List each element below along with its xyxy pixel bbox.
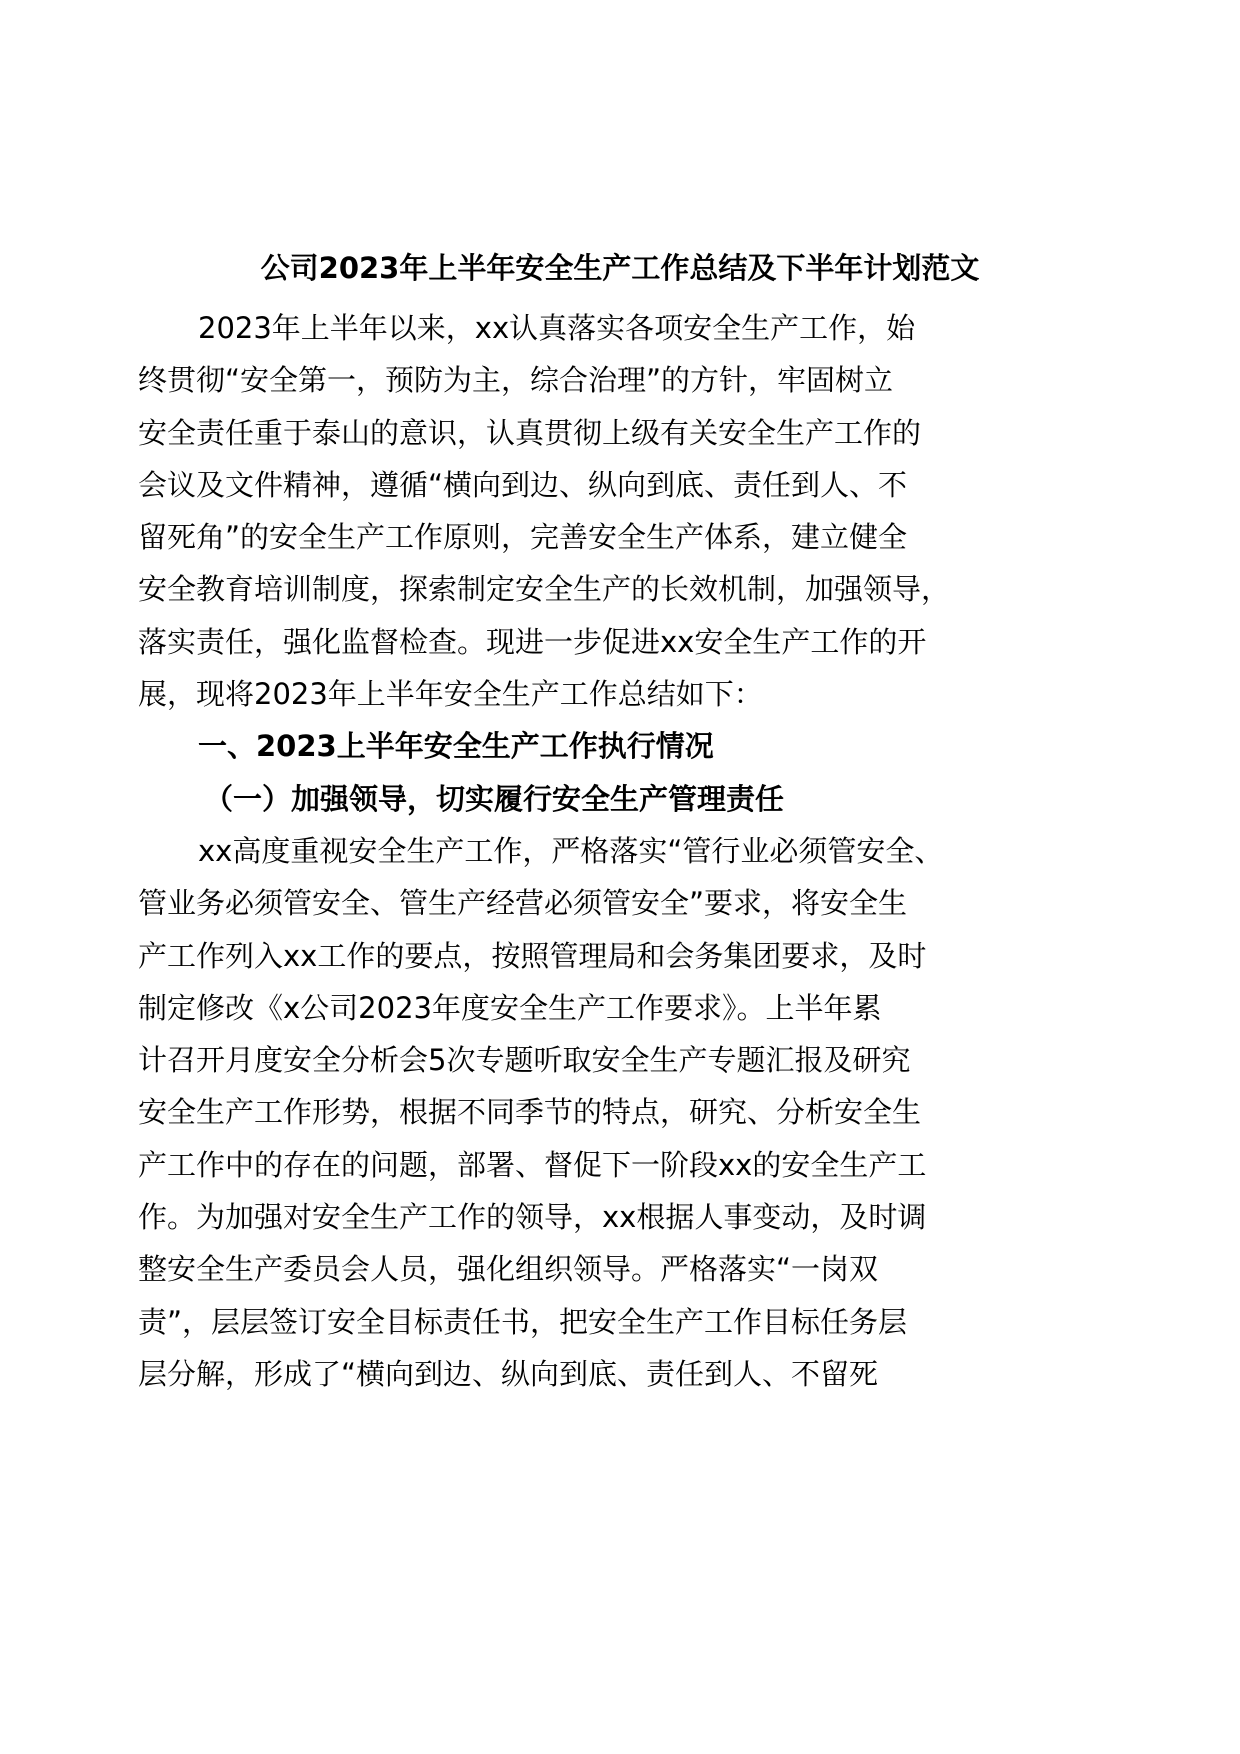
intro-line: 落实责任，强化监督检查。现进一步促进xx安全生产工作的开 xyxy=(138,624,927,659)
intro-line: 安全责任重于泰山的意识，认真贯彻上级有关安全生产工作的 xyxy=(138,415,922,450)
section-heading: 一、2023上半年安全生产工作执行情况 xyxy=(198,729,714,764)
section-line: 整安全生产委员会人员，强化组织领导。严格落实“一岗双 xyxy=(138,1252,879,1287)
section-line: 层分解，形成了“横向到边、纵向到底、责任到人、不留死 xyxy=(138,1356,879,1391)
intro-line: 会议及文件精神，遵循“横向到边、纵向到底、责任到人、不 xyxy=(138,467,908,502)
document-title: 公司2023年上半年安全生产工作总结及下半年计划范文 xyxy=(260,251,980,285)
intro-line: 展，现将2023年上半年安全生产工作总结如下： xyxy=(138,677,763,712)
section-line: 责”，层层签订安全目标责任书，把安全生产工作目标任务层 xyxy=(138,1304,908,1339)
section-line: xx高度重视安全生产工作，严格落实“管行业必须管安全、 xyxy=(198,833,944,868)
section-line: 产工作中的存在的问题，部署、督促下一阶段xx的安全生产工 xyxy=(138,1147,927,1182)
section-line: 作。为加强对安全生产工作的领导，xx根据人事变动，及时调 xyxy=(138,1200,927,1235)
section-line: 安全生产工作形势，根据不同季节的特点，研究、分析安全生 xyxy=(138,1095,922,1130)
section-line: 管业务必须管安全、管生产经营必须管安全”要求，将安全生 xyxy=(138,886,908,921)
document-body xyxy=(138,302,1128,1400)
section-line: 制定修改《x公司2023年度安全生产工作要求》。上半年累 xyxy=(138,990,882,1025)
intro-line: 2023年上半年以来，xx认真落实各项安全生产工作，始 xyxy=(198,311,916,345)
subsection-heading: （一）加强领导，切实履行安全生产管理责任 xyxy=(204,781,785,816)
intro-line: 留死角”的安全生产工作原则，完善安全生产体系，建立健全 xyxy=(138,520,908,555)
intro-line: 终贯彻“安全第一，预防为主，综合治理”的方针，牢固树立 xyxy=(138,363,894,398)
section-line: 产工作列入xx工作的要点，按照管理局和会务集团要求，及时 xyxy=(138,938,927,973)
intro-line: 安全教育培训制度，探索制定安全生产的长效机制，加强领导， xyxy=(138,572,951,607)
section-line: 计召开月度安全分析会5次专题听取安全生产专题汇报及研究 xyxy=(138,1043,911,1078)
